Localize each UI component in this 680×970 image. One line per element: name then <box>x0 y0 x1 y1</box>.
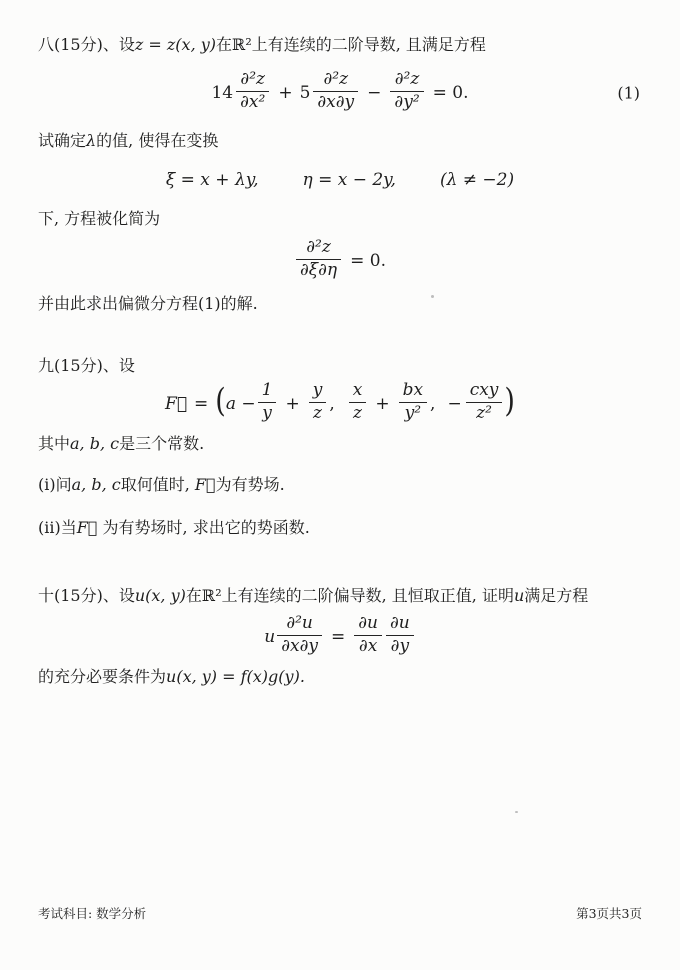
problem9-part-ii <box>38 516 642 540</box>
frac-numerator: ∂²z <box>323 69 349 89</box>
problem9-vector-field-equation <box>38 379 642 425</box>
cn-text: 下, 方程被化简为 <box>38 209 161 229</box>
math-lambda-condition: (λ ≠ −2) <box>439 169 515 190</box>
math-vector-F: F⃗ <box>76 518 98 538</box>
problem10-conclusion <box>38 665 642 689</box>
cn-text: 并由此求出偏微分方程(1)的解. <box>38 293 258 313</box>
cn-text: 为有势场. <box>215 475 285 495</box>
cn-text: 满足方程 <box>524 586 589 606</box>
frac-denominator: ∂x∂y <box>277 635 322 656</box>
equals-operator: = <box>194 393 209 414</box>
frac-denominator: z <box>349 402 367 423</box>
fraction-cxy-z2 <box>466 379 503 423</box>
problem8-transform-equation <box>38 170 642 190</box>
math-eta-transform: η = x − 2y, <box>302 169 396 190</box>
equation-number: (1) <box>617 83 640 103</box>
problem10-number-text: 十(15分)、设 <box>38 586 135 606</box>
math-abc: a, b, c <box>71 475 121 495</box>
equals-zero: = 0. <box>350 250 386 271</box>
frac-numerator: ∂²u <box>286 613 313 634</box>
frac-numerator: ∂u <box>389 613 410 634</box>
cn-text: 为有势场时, 求出它的势函数. <box>97 518 310 538</box>
comma-separator: , <box>329 393 335 414</box>
frac-numerator: y <box>312 379 323 400</box>
fraction-d2z-dy2 <box>390 71 423 112</box>
math-abc: a, b, c <box>70 434 120 454</box>
math-xi-transform: ξ = x + λy, <box>165 169 259 190</box>
problem8-lambda-prompt <box>38 129 642 153</box>
scan-speck <box>431 295 434 298</box>
minus-operator: − <box>447 393 462 414</box>
cn-text: 的充分必要条件为 <box>38 667 167 687</box>
math-a-minus: a − <box>225 393 256 414</box>
coefficient: 5 <box>299 82 311 103</box>
cn-text: 是三个常数. <box>119 434 205 454</box>
plus-operator: + <box>285 393 300 414</box>
frac-numerator: ∂u <box>358 613 378 634</box>
open-paren: ( <box>215 382 226 420</box>
cn-text: 上有连续的二阶导数, 且满足方程 <box>251 35 486 54</box>
math-vector-F: F⃗ <box>194 475 216 495</box>
math-r2-symbol: ℝ² <box>232 35 252 54</box>
problem10-pde-equation <box>38 613 642 658</box>
math-vector-F: F⃗ <box>165 393 188 414</box>
footer-page-number: 第3页共3页 <box>576 906 642 921</box>
cn-text: 其中 <box>38 434 71 454</box>
frac-numerator: cxy <box>469 379 499 400</box>
math-u: u <box>513 586 525 606</box>
problem9-part-i <box>38 473 642 497</box>
cn-text: 上有连续的二阶偏导数, 且恒取正值, 证明 <box>221 586 514 606</box>
cn-text: (i)问 <box>38 475 72 495</box>
math-fg-factorization: u(x, y) = f(x)g(y). <box>166 667 305 687</box>
problem9-statement <box>38 354 642 378</box>
frac-denominator: ∂x <box>354 635 382 656</box>
page-footer <box>38 904 642 922</box>
minus-operator: − <box>367 82 382 103</box>
frac-denominator: ∂x² <box>236 91 269 112</box>
equals-zero: = 0. <box>432 82 469 103</box>
cn-text: 试确定 <box>38 130 87 150</box>
close-paren: ) <box>504 382 515 420</box>
problem9-number-text: 九(15分)、设 <box>38 355 135 375</box>
frac-denominator: ∂ξ∂η <box>296 259 341 280</box>
problem10-statement <box>38 584 642 608</box>
problem8-equation-1 <box>38 69 642 114</box>
math-r2-symbol: ℝ² <box>201 586 222 606</box>
problem8-simplify-prompt <box>38 207 642 231</box>
fraction-x-z <box>349 379 367 423</box>
frac-denominator: z² <box>466 402 503 423</box>
problem8-statement <box>38 33 642 57</box>
problem8-number-text: 八(15分)、设 <box>38 35 135 54</box>
scan-speck <box>515 811 518 813</box>
frac-denominator: ∂y² <box>390 91 423 112</box>
frac-numerator: ∂²z <box>240 69 265 89</box>
fraction-d2z-dxdy <box>313 71 358 112</box>
cn-text: (ii)当 <box>38 518 77 538</box>
frac-denominator: ∂x∂y <box>313 91 358 112</box>
frac-numerator: ∂²z <box>394 69 420 89</box>
cn-text: 取何值时, <box>120 475 195 495</box>
fraction-du-dx <box>354 615 382 656</box>
coefficient: 14 <box>211 82 234 103</box>
footer-exam-subject: 考试科目: 数学分析 <box>38 906 147 921</box>
frac-numerator: ∂²z <box>306 237 331 258</box>
fraction-bx-y2 <box>399 379 427 423</box>
plus-operator: + <box>375 393 390 414</box>
frac-denominator: ∂y <box>386 635 414 656</box>
problem8-simplified-equation <box>38 237 642 282</box>
cn-text: 在 <box>185 586 202 606</box>
cn-text: 在 <box>216 35 233 54</box>
frac-denominator: z <box>309 402 327 423</box>
fraction-d2z-dx2 <box>236 71 269 112</box>
frac-numerator: x <box>352 379 363 400</box>
frac-denominator: y² <box>399 402 427 423</box>
comma-separator: , <box>430 393 436 414</box>
frac-numerator: 1 <box>261 379 273 400</box>
frac-denominator: y <box>258 402 277 423</box>
fraction-du-dy <box>386 615 414 656</box>
math-u: u <box>264 627 276 648</box>
fraction-1-y <box>258 379 277 423</box>
frac-numerator: bx <box>402 379 424 400</box>
problem8-solve-prompt <box>38 292 642 316</box>
equals-operator: = <box>330 627 346 648</box>
math-lambda: λ <box>86 130 97 150</box>
fraction-d2u-dxdy <box>277 615 322 656</box>
fraction-y-z <box>309 379 327 423</box>
problem9-constants-note <box>38 432 642 456</box>
math-z-function: z = z(x, y) <box>134 35 217 54</box>
fraction-d2z-dxideta <box>296 239 341 280</box>
plus-operator: + <box>278 82 293 103</box>
math-u-function: u(x, y) <box>134 586 186 606</box>
cn-text: 的值, 使得在变换 <box>96 130 219 150</box>
